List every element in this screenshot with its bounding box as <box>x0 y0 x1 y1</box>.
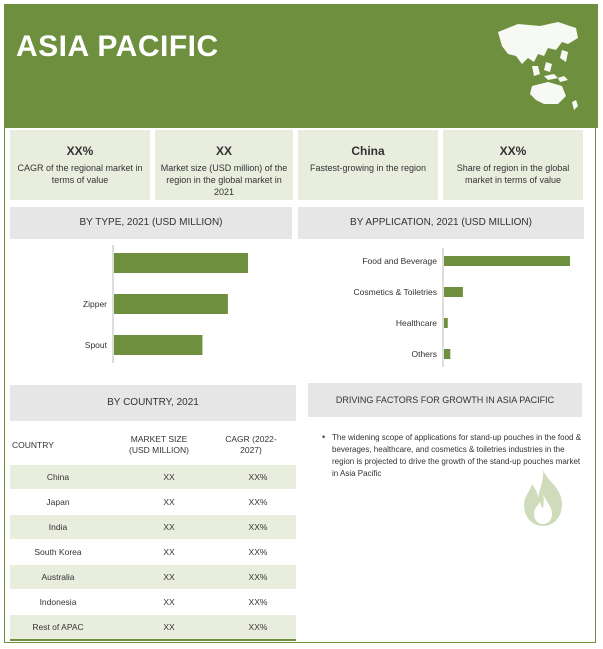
kpi-value: China <box>351 144 385 158</box>
cagr-cell: XX% <box>248 497 268 507</box>
market-cell: XX <box>163 547 175 557</box>
table-row <box>10 590 296 614</box>
market-cell: XX <box>163 497 175 507</box>
bar-mark <box>444 256 570 266</box>
country-cell: Indonesia <box>39 597 77 607</box>
table-bottom-rule <box>10 639 296 641</box>
cagr-cell: XX% <box>248 622 268 632</box>
kpi-label: Share of region in the global market in terms of value <box>456 163 570 185</box>
category-label: Food and Beverage <box>362 256 437 266</box>
market-cell: XX <box>163 522 175 532</box>
bar-mark <box>444 349 450 359</box>
table-row <box>10 565 296 589</box>
country-cell: South Korea <box>34 547 82 557</box>
country-cell: Japan <box>46 497 70 507</box>
market-cell: XX <box>163 597 175 607</box>
kpi-cagr <box>10 130 150 200</box>
category-label: Zipper <box>82 299 107 309</box>
by-application-title: BY APPLICATION, 2021 (USD MILLION) <box>298 207 584 239</box>
table-row <box>10 465 296 489</box>
kpi-value: XX <box>215 144 232 158</box>
bullet-icon: • <box>322 432 326 442</box>
cagr-cell: XX% <box>248 522 268 532</box>
country-cell: Australia <box>41 572 75 582</box>
kpi-share <box>443 130 583 200</box>
page-title: ASIA PACIFIC <box>16 30 219 63</box>
category-label: Healthcare <box>395 318 437 328</box>
by-type-title: BY TYPE, 2021 (USD MILLION) <box>10 207 292 239</box>
flame-icon <box>516 468 570 528</box>
col-cagr-header: CAGR (2022-2027) <box>225 434 277 455</box>
cagr-cell: XX% <box>248 472 268 482</box>
table-row <box>10 490 296 514</box>
category-label: Others <box>411 349 437 359</box>
table-row <box>10 515 296 539</box>
by-type-chart <box>10 242 296 372</box>
kpi-label: Fastest-growing in the region <box>309 163 427 173</box>
country-cell: China <box>46 472 70 482</box>
country-cell: Rest of APAC <box>32 622 84 632</box>
country-cell: India <box>48 522 68 532</box>
cagr-cell: XX% <box>248 597 268 607</box>
kpi-label: Market size (USD million) of the region in the global market in 2021 <box>160 163 288 197</box>
col-country-header: COUNTRY <box>12 440 54 450</box>
kpi-market-size <box>155 130 293 200</box>
category-label: Spout <box>84 340 107 350</box>
cagr-cell: XX% <box>248 547 268 557</box>
bar-mark <box>444 287 463 297</box>
bar-mark <box>114 253 248 273</box>
col-market-header: MARKET SIZE (USD MILLION) <box>129 434 189 455</box>
kpi-value: XX% <box>66 144 94 158</box>
table-row <box>10 615 296 639</box>
market-cell: XX <box>163 622 175 632</box>
by-application-chart <box>298 242 584 372</box>
bar-mark <box>114 294 228 314</box>
table-row <box>10 540 296 564</box>
asia-pacific-map-icon <box>488 14 584 114</box>
kpi-value: XX% <box>499 144 527 158</box>
bar-mark <box>114 335 202 355</box>
market-cell: XX <box>163 572 175 582</box>
kpi-label: CAGR of the regional market in terms of value <box>17 163 143 185</box>
by-country-title: BY COUNTRY, 2021 <box>10 385 296 421</box>
bar-mark <box>444 318 448 328</box>
category-label: Cosmetics & Toiletries <box>353 287 437 297</box>
driving-factors-title: DRIVING FACTORS FOR GROWTH IN ASIA PACIFIC <box>308 383 582 417</box>
market-cell: XX <box>163 472 175 482</box>
cagr-cell: XX% <box>248 572 268 582</box>
kpi-fastest-growing <box>298 130 438 200</box>
driving-factor-text: The widening scope of applications for stand-up pouches in the food & beverages, healthcare, and cosmetics & toiletries industries in the region is projected to drive the growth of the stand-up pouches market in Asia Pacific <box>332 433 582 478</box>
